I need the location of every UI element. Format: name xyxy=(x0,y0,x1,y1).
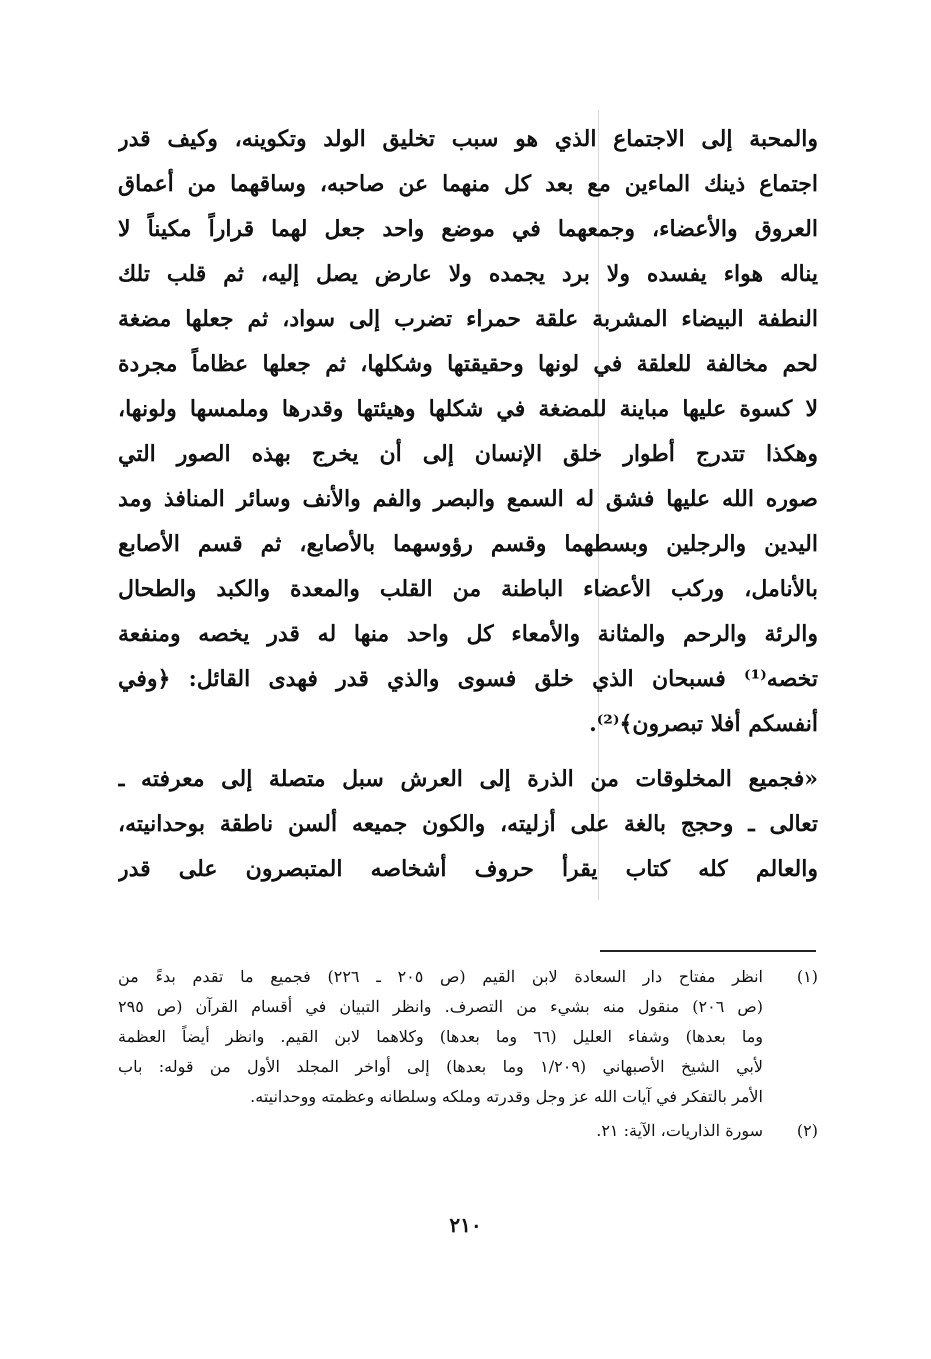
text-line: تعالى ـ وحجج بالغة على أزليته، والكون جميعه ألسن ناطقة بوحدانيته، xyxy=(118,811,818,837)
footnote-line: لأبي الشيخ الأصبهاني (١/٢٠٩ وما بعدها) إلى أواخر المجلد الأول من قوله: باب xyxy=(118,1057,763,1076)
body-paragraph-2 xyxy=(118,757,818,892)
footnote-1 xyxy=(118,962,818,1112)
text-line: اجتماع ذينك الماءين مع بعد كل منهما عن صاحبه، وساقهما من أعماق xyxy=(118,171,818,197)
footnote-line: الأمر بالتفكر في آيات الله عز وجل وقدرته وملكه وسلطانه وعظمته ووحدانيته. xyxy=(250,1087,763,1106)
text-line: صوره الله عليها فشق له السمع والبصر والفم والأنف وسائر المنافذ ومد xyxy=(118,486,818,512)
text-line: لحم مخالفة للعلقة في لونها وحقيقتها وشكلها، ثم جعلها عظاماً مجردة xyxy=(118,351,818,377)
text-line: العروق والأعضاء، وجمعهما في موضع واحد جعل لهما قراراً مكيناً لا xyxy=(118,216,818,242)
body-paragraph-1 xyxy=(118,117,818,747)
text-line: يناله هواء يفسده ولا برد يجمده ولا عارض يصل إليه، ثم قلب تلك xyxy=(118,261,818,287)
text-line: والرئة والرحم والمثانة والأمعاء كل واحد منها له قدر يخصه ومنفعة xyxy=(118,621,818,647)
text-line: أنفسكم أفلا تبصرون﴾⁽²⁾. xyxy=(589,711,818,737)
text-line: والمحبة إلى الاجتماع الذي هو سبب تخليق الولد وتكوينه، وكيف قدر xyxy=(118,126,818,152)
text-line: لا كسوة عليها مباينة للمضغة في شكلها وهيئتها وقدرها وملمسها ولونها، xyxy=(118,396,818,422)
footnote-2 xyxy=(118,1116,818,1146)
footnote-number: (١) xyxy=(796,967,818,986)
page-number: ٢١٠ xyxy=(449,1213,482,1237)
text-line: والعالم كله كتاب يقرأ حروف أشخاصه المتبصرون على قدر xyxy=(118,856,818,882)
text-line: تخصه⁽¹⁾ فسبحان الذي خلق فسوى والذي قدر فهدى القائل: ﴿وفي xyxy=(118,666,818,692)
footnote-line: انظر مفتاح دار السعادة لابن القيم (ص ٢٠٥ ـ ٢٢٦) فجميع ما تقدم بدءً من xyxy=(118,967,763,986)
footnote-separator xyxy=(600,950,816,952)
footnote-line: (ص ٢٠٦) منقول منه بشيء من التصرف. وانظر التبيان في أقسام القرآن (ص ٢٩٥ xyxy=(118,997,763,1016)
text-line: اليدين والرجلين وبسطهما وقسم رؤوسهما بالأصابع، ثم قسم الأصابع xyxy=(118,531,818,557)
footnote-number: (٢) xyxy=(796,1121,818,1140)
footnote-line: وما بعدها) وشفاء العليل (٦٦ وما بعدها) وكلاهما لابن القيم. وانظر أيضاً العظمة xyxy=(118,1027,763,1046)
footnotes-section xyxy=(118,962,818,1146)
text-line: بالأنامل، وركب الأعضاء الباطنة من القلب والمعدة والكبد والطحال xyxy=(118,576,818,602)
text-line: وهكذا تتدرج أطوار خلق الإنسان إلى أن يخرج بهذه الصور التي xyxy=(118,441,818,467)
footnote-line: سورة الذاريات، الآية: ٢١. xyxy=(596,1121,763,1140)
text-line: «فجميع المخلوقات من الذرة إلى العرش سبل متصلة إلى معرفته ـ xyxy=(118,766,818,792)
text-line: النطفة البيضاء المشربة علقة حمراء تضرب إلى سواد، ثم جعلها مضغة xyxy=(118,306,818,332)
